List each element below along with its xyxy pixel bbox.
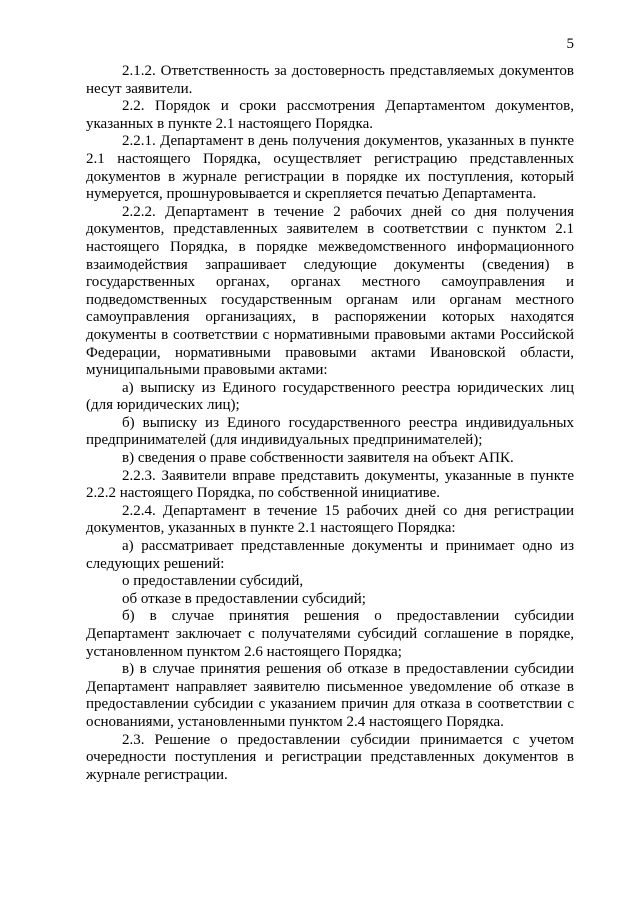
paragraph-2-1-2: 2.1.2. Ответственность за достоверность представляемых документов несут заявители. <box>86 63 574 97</box>
decision-option-refuse: об отказе в предоставлении субсидий; <box>122 590 366 607</box>
page-number: 5 <box>566 36 574 52</box>
document-body <box>86 63 574 784</box>
paragraph-2-2-3: 2.2.3. Заявители вправе представить документы, указанные в пункте 2.2.2 настоящего Порядка, по собственной инициативе. <box>86 467 574 502</box>
paragraph-2-2-2: 2.2.2. Департамент в течение 2 рабочих дней со дня получения документов, представленных заявителем в соответствии с пунктом 2.1 настоящего Порядка, в порядке межведомственного информационного взаимодействия запрашивает следующие документы (сведения) в государственных органах, органах местного самоуправления и подведомственных государственным органам или органам местного самоуправления организациях, в распоряжении которых находятся документы в соответствии с нормативными правовыми актами Российской Федерации, нормативными правовыми актами Ивановской области, муниципальными правовыми актами: <box>86 203 574 379</box>
list-item-v-ownership-info: в) сведения о праве собственности заявителя на объект АПК. <box>122 450 514 467</box>
paragraph-2-2: 2.2. Порядок и сроки рассмотрения Департаментом документов, указанных в пункте 2.1 настоящего Порядка. <box>86 98 574 132</box>
decision-option-grant: о предоставлении субсидий, <box>122 573 304 590</box>
list-item-v-refusal-notice: в) в случае принятия решения об отказе в предоставлении субсидии Департамент направляет заявителю письменное уведомление об отказе в предоставлении субсидии с указанием причин для отказа в соответствии с основаниями, установленными пунктом 2.4 настоящего Порядка. <box>86 661 574 730</box>
list-item-b-agreement: б) в случае принятия решения о предоставлении субсидии Департамент заключает с получателями субсидий соглашение в порядке, установленном пунктом 2.6 настоящего Порядка; <box>86 608 574 660</box>
list-item-b-entrepreneurs-extract: б) выписку из Единого государственного реестра индивидуальных предпринимателей (для индивидуальных предпринимателей); <box>86 414 574 449</box>
list-item-a-review-decision: а) рассматривает представленные документы и принимает одно из следующих решений: <box>86 538 574 572</box>
paragraph-2-2-4: 2.2.4. Департамент в течение 15 рабочих дней со дня регистрации документов, указанных в пункте 2.1 настоящего Порядка: <box>86 502 574 537</box>
paragraph-2-3: 2.3. Решение о предоставлении субсидии принимается с учетом очередности поступления и регистрации представленных документов в журнале регистрации. <box>86 731 574 783</box>
list-item-a-legal-entities-extract: а) выписку из Единого государственного реестра юридических лиц (для юридических лиц); <box>86 379 574 414</box>
paragraph-2-2-1: 2.2.1. Департамент в день получения документов, указанных в пункте 2.1 настоящего Порядка, осуществляет регистрацию представленных документов в журнале регистрации в порядке их поступления, который нумеруется, прошнуровывается и скрепляется печатью Департамента. <box>86 133 574 203</box>
